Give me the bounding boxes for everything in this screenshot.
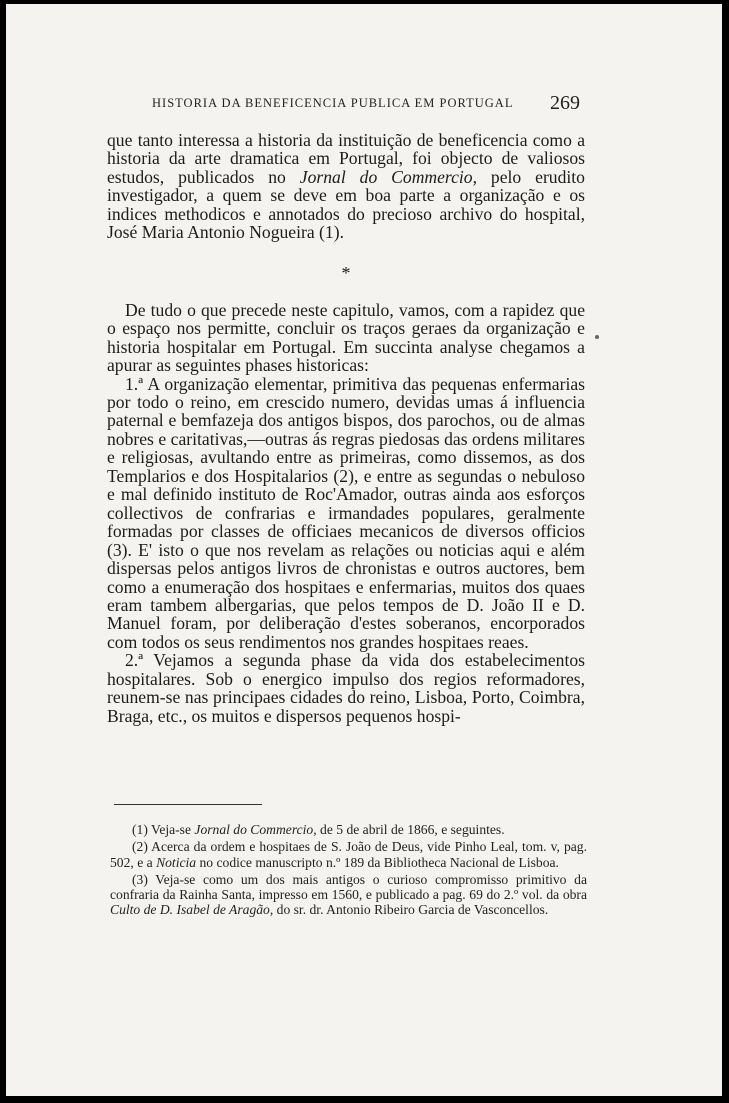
footnote-3-text-a: (3) Veja-se como um dos mais antigos o curioso compromisso primitivo da confraria da Rainha Santa, impresso em 1560, e publicado a pag. 69 do 2.º vol. da obra (110, 871, 587, 903)
section-separator-asterisk: * (341, 262, 351, 283)
margin-speck (595, 335, 599, 339)
paragraph-2: De tudo o que precede neste capitulo, vamos, com a rapidez que o espaço nos permitte, concluir os traços geraes da organização e historia hospitalar em Portugal. Em succinta analyse chegamos a apurar as seguintes phases historicas: (107, 299, 585, 376)
footnote-3-italic-title: Culto de D. Isabel de Aragão, (110, 902, 274, 918)
main-text (107, 131, 585, 725)
footnote-3-text-b: do sr. dr. Antonio Ribeiro Garcia de Vasconcellos. (273, 902, 549, 918)
paragraph-1-text-a: que tanto interessa a historia da instituição de beneficencia como a historia da arte dramatica em Portugal, foi objecto de valiosos estudos, publicados no (107, 130, 585, 187)
page-number: 269 (550, 92, 580, 114)
footnote-3 (110, 872, 587, 918)
footnote-divider (114, 804, 262, 805)
paragraph-1-italic-title: Jornal do Commercio, (299, 166, 477, 187)
footnote-1 (110, 822, 587, 837)
book-page (6, 4, 722, 1096)
footnote-1-text-b: de 5 de abril de 1866, e seguintes. (316, 822, 505, 837)
footnote-1-text-a: (1) Veja-se (132, 822, 195, 837)
footnote-2-text-a: (2) Acerca da ordem e hospitaes de S. João de Deus, vide Pinho Leal, tom. v, pag. 502, e a (110, 839, 587, 870)
footnote-2 (110, 839, 587, 870)
paragraph-3: 1.ª A organização elementar, primitiva das pequenas enfermarias por todo o reino, em crescido numero, devidas umas á influencia paternal e bemfazeja dos antigos bispos, dos parochos, ou de almas nobres e caritativas,—outras ás regras piedosas das ordens militares e religiosas, avultando entre as primeiras, como dissemos, as dos Templarios e dos Hospitalarios (2), e entre as segundas o nebuloso e mal definido instituto de Roc'Amador, outras ainda aos esforços collectivos de confrarias e irmandades populares, geralmente formadas por classes de officiaes mecanicos de diversos officios (3). E' isto o que nos revelam as relações ou noticias aqui e além dispersas pelos antigos livros de chronistas e outros auctores, bem como a enumeração dos hospitaes e enfermarias, muitos dos quaes eram tambem albergarias, que pelos tempos de D. João II e D. Manuel foram, por deliberação d'estes soberanos, encorporados com todos os seus rendimentos nos grandes hospitaes reaes. (107, 373, 585, 652)
footnotes (110, 822, 587, 920)
footnote-2-italic-title: Noticia (156, 854, 197, 870)
paragraph-4: 2.ª Vejamos a segunda phase da vida dos estabelecimentos hospitalares. Sob o energico impulso dos regios reformadores, reunem-se nas principaes cidades do reino, Lisboa, Porto, Coimbra, Braga, etc., os muitos e dispersos pequenos hospi- (107, 650, 585, 726)
footnote-1-italic-title: Jornal do Commercio, (194, 822, 317, 837)
running-header (146, 92, 586, 114)
paragraph-1-text-b: pelo erudito investigador, a quem se deve em boa parte a organização e os indices methodicos e annotados do precioso archivo do hospital, José Maria Antonio Nogueira (1). (107, 166, 585, 243)
paragraph-1 (107, 131, 585, 242)
running-title: HISTORIA DA BENEFICENCIA PUBLICA EM PORTUGAL (152, 96, 514, 110)
footnote-2-text-b: no codice manuscripto n.º 189 da Bibliotheca Nacional de Lisboa. (196, 854, 559, 870)
